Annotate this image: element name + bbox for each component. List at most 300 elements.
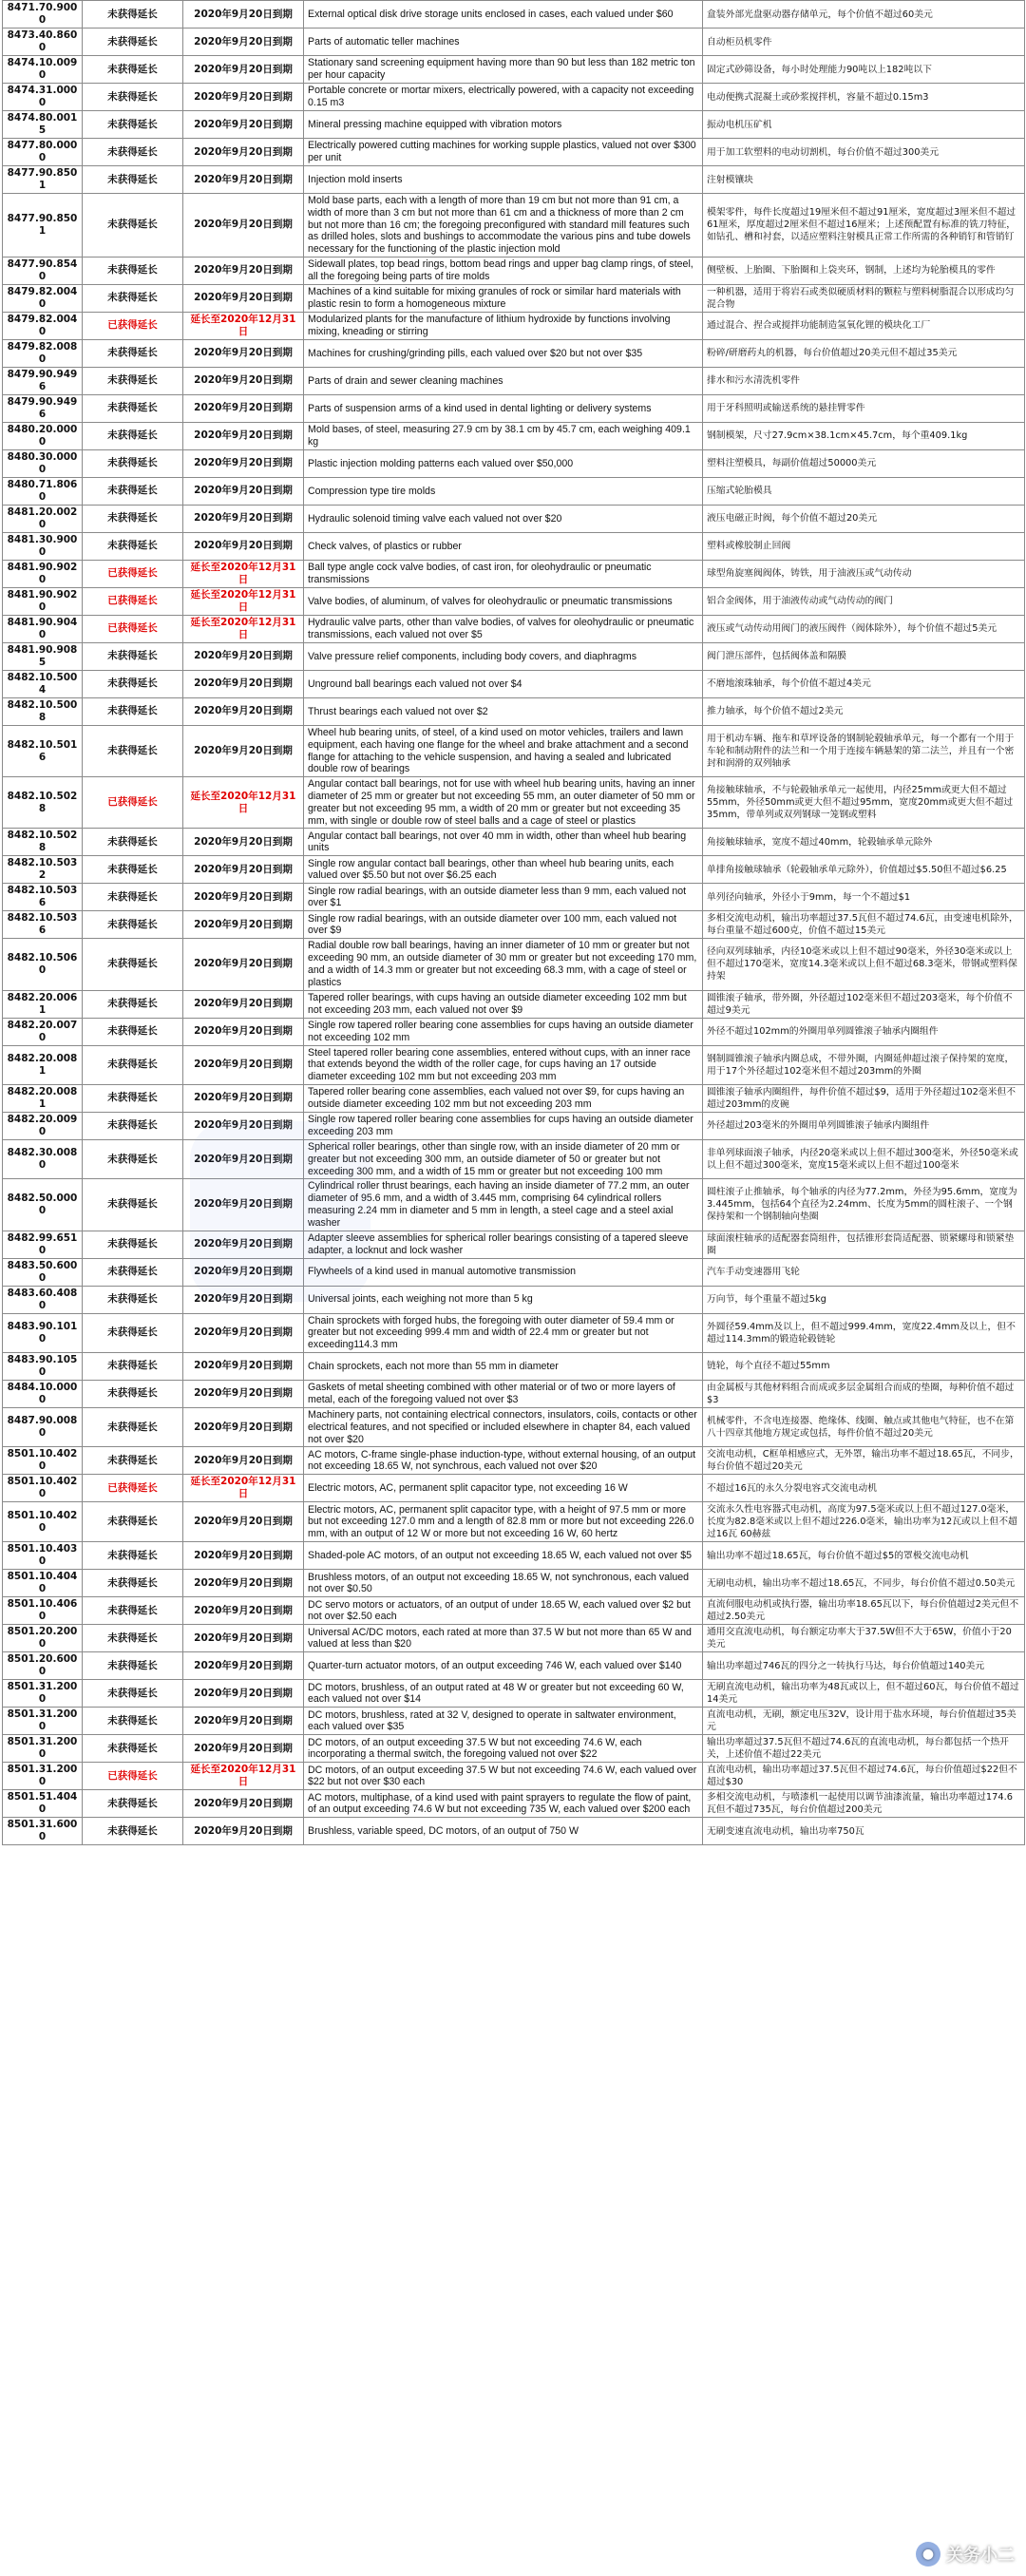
chinese-description-cell: 外径超过203毫米的外圈用单列圆锥滚子轴承内圈组件 [703,1112,1025,1139]
chinese-description-cell: 塑料注塑模具，每副价值超过50000美元 [703,449,1025,477]
english-description-cell: Parts of automatic teller machines [304,29,703,56]
extension-status-cell: 未获得延长 [83,1380,183,1407]
expiry-date-cell: 2020年9月20日到期 [183,284,304,312]
extension-status-cell: 未获得延长 [83,532,183,560]
table-row [3,449,1025,477]
extension-status-cell: 未获得延长 [83,394,183,422]
extension-status-cell: 已获得延长 [83,560,183,587]
chinese-description-cell: 一种机器，适用于将岩石或类似硬质材料的颗粒与塑料树脂混合以形成均匀混合物 [703,284,1025,312]
chinese-description-cell: 万向节，每个重量不超过5kg [703,1286,1025,1313]
hts-code-cell: 8482.10.5060 [3,939,83,990]
table-row [3,1625,1025,1652]
hts-code-cell: 8501.10.4020 [3,1475,83,1502]
chinese-description-cell: 圆柱滚子止推轴承，每个轴承的内径为77.2mm，外径为95.6mm，宽度为3.445mm，包括64个直径为2.24mm、长度为5mm的圆柱滚子、一个钢保持架和一个钢制轴向垫圈 [703,1179,1025,1231]
exclusion-table [2,0,1025,1845]
chinese-description-cell: 模架零件，每件长度超过19厘米但不超过91厘米，宽度超过3厘米但不超过61厘米，厚度超过2厘米但不超过16厘米；上述预配置有标准的铣刀特征，如钻孔、槽和衬套，以适应塑料注射模具正常工作所需的各种销钉和管销钉 [703,194,1025,258]
expiry-date-cell: 2020年9月20日到期 [183,1680,304,1708]
english-description-cell: Valve pressure relief components, including body covers, and diaphragms [304,642,703,670]
hts-code-cell: 8477.80.0000 [3,139,83,166]
chinese-description-cell: 单排角接触球轴承（轮毂轴承单元除外），价值超过$5.50但不超过$6.25 [703,856,1025,884]
extension-status-cell: 未获得延长 [83,990,183,1018]
hts-code-cell: 8501.20.2000 [3,1625,83,1652]
expiry-date-cell: 2020年9月20日到期 [183,1179,304,1231]
chinese-description-cell: 交流永久性电容器式电动机，高度为97.5毫米或以上但不超过127.0毫米，长度为82.8毫米或以上但不超过226.0毫米，输出功率为12瓦或以上但不超过16瓦 60赫兹 [703,1502,1025,1542]
expiry-date-cell: 2020年9月20日到期 [183,1652,304,1680]
extension-status-cell: 未获得延长 [83,139,183,166]
table-row [3,312,1025,339]
expiry-date-cell: 2020年9月20日到期 [183,725,304,776]
chinese-description-cell: 粉碎/研磨药丸的机器，每台价值超过20美元但不超过35美元 [703,339,1025,367]
english-description-cell: Adapter sleeve assemblies for spherical roller bearings consisting of a tapered sleeve adapter, a locknut and lock washer [304,1231,703,1258]
extension-status-cell: 未获得延长 [83,1447,183,1475]
expiry-date-cell: 2020年9月20日到期 [183,1407,304,1446]
extension-status-cell: 已获得延长 [83,615,183,642]
extension-status-cell: 未获得延长 [83,1790,183,1818]
extension-status-cell: 已获得延长 [83,777,183,829]
chinese-description-cell: 注射模镶块 [703,166,1025,194]
hts-code-cell: 8483.50.6000 [3,1258,83,1286]
chinese-description-cell: 直流电动机，无刷，额定电压32V，设计用于盐水环境，每台价值超过35美元 [703,1708,1025,1735]
expiry-date-cell: 2020年9月20日到期 [183,1735,304,1763]
extension-status-cell: 未获得延长 [83,1139,183,1178]
expiry-date-cell: 延长至2020年12月31日 [183,777,304,829]
expiry-date-cell: 2020年9月20日到期 [183,339,304,367]
english-description-cell: Electrically powered cutting machines for working supple plastics, valued not over $300 per unit [304,139,703,166]
english-description-cell: Angular contact ball bearings, not for use with wheel hub bearing units, having an inner diameter of 25 mm or greater but not exceeding 55 mm, an outer diameter of 50 mm or greater but not exceeding 95 mm, a width of 20 mm or greater but not exceeding 35 mm, with single or double row of steel balls and a cage of steel or plastics [304,777,703,829]
chinese-description-cell: 外径不超过102mm的外圈用单列圆锥滚子轴承内圈组件 [703,1018,1025,1045]
expiry-date-cell: 2020年9月20日到期 [183,642,304,670]
chinese-description-cell: 无刷直流电动机，输出功率为48瓦或以上，但不超过60瓦，每台价值不超过14美元 [703,1680,1025,1708]
english-description-cell: Machines of a kind suitable for mixing granules of rock or similar hard materials with plastic resin to form a homogeneous mixture [304,284,703,312]
table-row [3,1680,1025,1708]
english-description-cell: Thrust bearings each valued not over $2 [304,697,703,725]
extension-status-cell: 未获得延长 [83,1680,183,1708]
expiry-date-cell: 2020年9月20日到期 [183,990,304,1018]
chinese-description-cell: 外圆径59.4mm及以上，但不超过999.4mm，宽度22.4mm及以上，但不超过114.3mm的锻造轮毂链轮 [703,1313,1025,1352]
extension-status-cell: 未获得延长 [83,642,183,670]
table-row [3,29,1025,56]
english-description-cell: Plastic injection molding patterns each valued over $50,000 [304,449,703,477]
english-description-cell: Machinery parts, not containing electrical connectors, insulators, coils, contacts or other electrical features, and not specified or included elsewhere in chapter 84, each valued not over $20 [304,1407,703,1446]
watermark [916,2542,1015,2566]
english-description-cell: Parts of suspension arms of a kind used in dental lighting or delivery systems [304,394,703,422]
hts-code-cell: 8483.90.1050 [3,1352,83,1380]
hts-code-cell: 8482.10.5008 [3,697,83,725]
hts-code-cell: 8482.20.0061 [3,990,83,1018]
english-description-cell: Unground ball bearings each valued not over $4 [304,670,703,697]
extension-status-cell: 未获得延长 [83,1045,183,1084]
hts-code-cell: 8481.90.9020 [3,587,83,615]
table-row [3,1447,1025,1475]
chinese-description-cell: 钢制圆锥滚子轴承内圈总成，不带外圈，内圈延伸超过滚子保持架的宽度，用于17个外径超过102毫米但不超过203mm的外圈 [703,1045,1025,1084]
hts-code-cell: 8482.10.5016 [3,725,83,776]
extension-status-cell: 未获得延长 [83,339,183,367]
english-description-cell: Valve bodies, of aluminum, of valves for oleohydraulic or pneumatic transmissions [304,587,703,615]
table-row [3,1407,1025,1446]
chinese-description-cell: 电动便携式混凝土或砂浆搅拌机，容量不超过0.15m3 [703,84,1025,111]
table-row [3,1313,1025,1352]
hts-code-cell: 8482.20.0081 [3,1084,83,1112]
extension-status-cell: 未获得延长 [83,1,183,29]
expiry-date-cell: 2020年9月20日到期 [183,1597,304,1625]
english-description-cell: Single row tapered roller bearing cone assemblies for cups having an outside diameter exceeding 203 mm [304,1112,703,1139]
hts-code-cell: 8482.10.5032 [3,856,83,884]
chinese-description-cell: 无刷电动机，输出功率不超过18.65瓦，不同步，每台价值不超过0.50美元 [703,1570,1025,1597]
chinese-description-cell: 自动柜员机零件 [703,29,1025,56]
table-row [3,560,1025,587]
table-row [3,1380,1025,1407]
chinese-description-cell: 塑料或橡胶制止回阀 [703,532,1025,560]
english-description-cell: Ball type angle cock valve bodies, of cast iron, for oleohydraulic or pneumatic transmissions [304,560,703,587]
chinese-description-cell: 非单列球面滚子轴承，内径20毫米或以上但不超过300毫米，外径50毫米或以上但不超过300毫米，宽度15毫米或以上但不超过100毫米 [703,1139,1025,1178]
expiry-date-cell: 2020年9月20日到期 [183,1570,304,1597]
chinese-description-cell: 振动电机压矿机 [703,111,1025,139]
table-row [3,911,1025,939]
english-description-cell: Flywheels of a kind used in manual automotive transmission [304,1258,703,1286]
expiry-date-cell: 延长至2020年12月31日 [183,1763,304,1790]
english-description-cell: Single row tapered roller bearing cone assemblies for cups having an outside diameter not exceeding 102 mm [304,1018,703,1045]
table-row [3,1790,1025,1818]
table-row [3,1258,1025,1286]
table-row [3,1542,1025,1570]
expiry-date-cell: 2020年9月20日到期 [183,477,304,505]
table-row [3,477,1025,505]
chinese-description-cell: 角接触球轴承，宽度不超过40mm，轮毂轴承单元除外 [703,829,1025,856]
expiry-date-cell: 2020年9月20日到期 [183,911,304,939]
extension-status-cell: 未获得延长 [83,856,183,884]
hts-code-cell: 8482.10.5028 [3,777,83,829]
english-description-cell: Gaskets of metal sheeting combined with other material or of two or more layers of metal, each of the foregoing valued not over $3 [304,1380,703,1407]
english-description-cell: Tapered roller bearing cone assemblies, each valued not over $9, for cups having an outside diameter exceeding 102 mm but not exceeding 203 mm [304,1084,703,1112]
extension-status-cell: 未获得延长 [83,111,183,139]
english-description-cell: Universal AC/DC motors, each rated at more than 37.5 W but not more than 65 W and valued at less than $20 [304,1625,703,1652]
chinese-description-cell: 用于机动车辆、拖车和草坪设备的钢制轮毂轴承单元，每一个都有一个用于车轮和制动附件的法兰和一个用于连接车辆悬架的第二法兰，并且有一个密封和润滑的双列轴承 [703,725,1025,776]
expiry-date-cell: 2020年9月20日到期 [183,1790,304,1818]
chinese-description-cell: 不超过16瓦的永久分裂电容式交流电动机 [703,1475,1025,1502]
expiry-date-cell: 2020年9月20日到期 [183,829,304,856]
extension-status-cell: 未获得延长 [83,284,183,312]
hts-code-cell: 8481.20.0020 [3,505,83,532]
hts-code-cell: 8481.30.9000 [3,532,83,560]
chinese-description-cell: 链轮，每个直径不超过55mm [703,1352,1025,1380]
hts-code-cell: 8501.51.4040 [3,1790,83,1818]
table-row [3,670,1025,697]
chinese-description-cell: 直流伺服电动机或执行器，输出功率18.65瓦以下，每台价值超过2美元但不超过2.50美元 [703,1597,1025,1625]
table-row [3,257,1025,284]
extension-status-cell: 未获得延长 [83,1313,183,1352]
extension-status-cell: 未获得延长 [83,1112,183,1139]
chinese-description-cell: 球面滚柱轴承的适配器套筒组件，包括锥形套筒适配器、锁紧螺母和锁紧垫圈 [703,1231,1025,1258]
hts-code-cell: 8501.31.2000 [3,1735,83,1763]
expiry-date-cell: 2020年9月20日到期 [183,1084,304,1112]
table-row [3,56,1025,84]
chinese-description-cell: 由金属板与其他材料组合而成或多层金属组合而成的垫圈，每种价值不超过$3 [703,1380,1025,1407]
english-description-cell: Parts of drain and sewer cleaning machines [304,367,703,394]
expiry-date-cell: 2020年9月20日到期 [183,1542,304,1570]
hts-code-cell: 8481.90.9085 [3,642,83,670]
chinese-description-cell: 盒装外部光盘驱动器存储单元，每个价值不超过60美元 [703,1,1025,29]
extension-status-cell: 未获得延长 [83,1652,183,1680]
table-row [3,367,1025,394]
hts-code-cell: 8479.90.9496 [3,394,83,422]
chinese-description-cell: 推力轴承，每个价值不超过2美元 [703,697,1025,725]
extension-status-cell: 未获得延长 [83,29,183,56]
table-row [3,1179,1025,1231]
extension-status-cell: 未获得延长 [83,56,183,84]
expiry-date-cell: 2020年9月20日到期 [183,670,304,697]
chinese-description-cell: 多相交流电动机，输出功率超过37.5瓦但不超过74.6瓦，由变速电机除外，每台重量不超过600克，价值不超过15美元 [703,911,1025,939]
chinese-description-cell: 通过混合、捏合或搅拌功能制造氢氧化锂的模块化工厂 [703,312,1025,339]
english-description-cell: Brushless motors, of an output not exceeding 18.65 W, not synchronous, each valued not over $0.50 [304,1570,703,1597]
english-description-cell: Spherical roller bearings, other than single row, with an inside diameter of 20 mm or greater but not exceeding 300 mm, an outside diameter of 50 or greater but not exceeding 300 mm, and a width of 15 mm or greater but not exceeding 100 mm [304,1139,703,1178]
english-description-cell: Quarter-turn actuator motors, of an output exceeding 746 W, each valued over $140 [304,1652,703,1680]
table-row [3,642,1025,670]
hts-code-cell: 8477.90.8540 [3,257,83,284]
table-row [3,394,1025,422]
extension-status-cell: 未获得延长 [83,84,183,111]
extension-status-cell: 未获得延长 [83,1084,183,1112]
english-description-cell: Tapered roller bearings, with cups having an outside diameter exceeding 102 mm but not exceeding 203 mm, each valued not over $9 [304,990,703,1018]
chinese-description-cell: 无刷变速直流电动机，输出功率750瓦 [703,1818,1025,1845]
extension-status-cell: 未获得延长 [83,884,183,911]
hts-code-cell: 8474.10.0090 [3,56,83,84]
english-description-cell: Steel tapered roller bearing cone assemblies, entered without cups, with an inner race that extends beyond the width of the roller cage, for cups having an 17 outside diameter exceeding 102 mm but not exceeding 203 mm [304,1045,703,1084]
extension-status-cell: 未获得延长 [83,1258,183,1286]
expiry-date-cell: 2020年9月20日到期 [183,111,304,139]
chinese-description-cell: 圆锥滚子轴承内圈组件，每件价值不超过$9，适用于外径超过102毫米但不超过203mm的皮碗 [703,1084,1025,1112]
table-row [3,111,1025,139]
hts-code-cell: 8480.30.0000 [3,449,83,477]
hts-code-cell: 8501.31.2000 [3,1708,83,1735]
expiry-date-cell: 2020年9月20日到期 [183,422,304,449]
english-description-cell: Radial double row ball bearings, having an inner diameter of 10 mm or greater but not exceeding 90 mm, an outside diameter of 30 mm or greater but not exceeding 170 mm, and a width of 14.3 mm or greater but not exceeding 68.3 mm, with a cage of steel or plastics [304,939,703,990]
english-description-cell: Stationary sand screening equipment having more than 90 but less than 182 metric ton per hour capacity [304,56,703,84]
chinese-description-cell: 多相交流电动机，与喷漆机一起使用以调节油漆流量，输出功率超过174.6瓦但不超过735瓦，每台价值超过200美元 [703,1790,1025,1818]
english-description-cell: Injection mold inserts [304,166,703,194]
table-row [3,505,1025,532]
hts-code-cell: 8501.31.2000 [3,1763,83,1790]
chinese-description-cell: 角接触球轴承，不与轮毂轴承单元一起使用，内径25mm或更大但不超过55mm，外径50mm或更大但不超过95mm，宽度20mm或更大但不超过35mm，带单列或双列钢球一笼钢或塑料 [703,777,1025,829]
chinese-description-cell: 输出功率超过746瓦的四分之一转执行马达，每台价值超过140美元 [703,1652,1025,1680]
table-row [3,1763,1025,1790]
hts-code-cell: 8482.10.5036 [3,884,83,911]
extension-status-cell: 未获得延长 [83,670,183,697]
chinese-description-cell: 液压电磁正时阀，每个价值不超过20美元 [703,505,1025,532]
extension-status-cell: 未获得延长 [83,1018,183,1045]
english-description-cell: Mineral pressing machine equipped with vibration motors [304,111,703,139]
hts-code-cell: 8477.90.8501 [3,194,83,258]
chinese-description-cell: 钢制模架，尺寸27.9cm×38.1cm×45.7cm，每个重409.1kg [703,422,1025,449]
table-row [3,1139,1025,1178]
hts-code-cell: 8479.82.0080 [3,339,83,367]
table-row [3,1231,1025,1258]
hts-code-cell: 8473.40.8600 [3,29,83,56]
expiry-date-cell: 2020年9月20日到期 [183,1258,304,1286]
table-row [3,194,1025,258]
hts-code-cell: 8477.90.8501 [3,166,83,194]
expiry-date-cell: 2020年9月20日到期 [183,139,304,166]
chinese-description-cell: 固定式砂筛设备，每小时处理能力90吨以上182吨以下 [703,56,1025,84]
table-row [3,587,1025,615]
hts-code-cell: 8482.20.0070 [3,1018,83,1045]
table-row [3,1818,1025,1845]
english-description-cell: Universal joints, each weighing not more than 5 kg [304,1286,703,1313]
expiry-date-cell: 2020年9月20日到期 [183,856,304,884]
hts-code-cell: 8482.20.0081 [3,1045,83,1084]
table-row [3,1735,1025,1763]
expiry-date-cell: 2020年9月20日到期 [183,194,304,258]
expiry-date-cell: 2020年9月20日到期 [183,1018,304,1045]
hts-code-cell: 8474.31.0000 [3,84,83,111]
table-row [3,615,1025,642]
english-description-cell: Single row radial bearings, with an outside diameter over 100 mm, each valued not over $9 [304,911,703,939]
extension-status-cell: 未获得延长 [83,477,183,505]
hts-code-cell: 8482.99.6510 [3,1231,83,1258]
table-row [3,829,1025,856]
english-description-cell: Machines for crushing/grinding pills, each valued over $20 but not over $35 [304,339,703,367]
expiry-date-cell: 2020年9月20日到期 [183,29,304,56]
chat-bubble-icon: ● [916,2542,940,2566]
chinese-description-cell: 通用交直流电动机，每台额定功率大于37.5W但不大于65W，价值小于20美元 [703,1625,1025,1652]
english-description-cell: Sidewall plates, top bead rings, bottom bead rings and upper bag clamp rings, of steel, all the foregoing being parts of tire molds [304,257,703,284]
hts-code-cell: 8501.31.2000 [3,1680,83,1708]
hts-code-cell: 8482.10.5036 [3,911,83,939]
chinese-description-cell: 排水和污水清洗机零件 [703,367,1025,394]
chinese-description-cell: 输出功率超过37.5瓦但不超过74.6瓦的直流电动机，每台都包括一个热开关，上述价值不超过22美元 [703,1735,1025,1763]
english-description-cell: Chain sprockets, each not more than 55 mm in diameter [304,1352,703,1380]
table-row [3,1652,1025,1680]
english-description-cell: Hydraulic valve parts, other than valve bodies, of valves for oleohydraulic or pneumatic transmissions, each valued not over $5 [304,615,703,642]
table-row [3,1708,1025,1735]
english-description-cell: Electric motors, AC, permanent split capacitor type, with a height of 97.5 mm or more but not exceeding 127.0 mm and a length of 82.8 mm or more but not exceeding 226.0 mm, with an output of 12 W or more but not exceeding 16 W, 60 hertz [304,1502,703,1542]
expiry-date-cell: 2020年9月20日到期 [183,505,304,532]
table-row [3,166,1025,194]
expiry-date-cell: 2020年9月20日到期 [183,1352,304,1380]
expiry-date-cell: 2020年9月20日到期 [183,257,304,284]
extension-status-cell: 未获得延长 [83,725,183,776]
hts-code-cell: 8474.80.0015 [3,111,83,139]
extension-status-cell: 未获得延长 [83,1625,183,1652]
table-row [3,139,1025,166]
english-description-cell: Brushless, variable speed, DC motors, of an output of 750 W [304,1818,703,1845]
expiry-date-cell: 延长至2020年12月31日 [183,587,304,615]
expiry-date-cell: 延长至2020年12月31日 [183,1475,304,1502]
chinese-description-cell: 径向双列球轴承，内径10毫米或以上但不超过90毫米，外径30毫米或以上但不超过170毫米，宽度14.3毫米或以上但不超过68.3毫米，带钢或塑料保持架 [703,939,1025,990]
table-row [3,856,1025,884]
extension-status-cell: 未获得延长 [83,1286,183,1313]
english-description-cell: Chain sprockets with forged hubs, the foregoing with outer diameter of 59.4 mm or greater but not exceeding 999.4 mm and width of 22.4 mm or greater but not exceeding114.3 mm [304,1313,703,1352]
extension-status-cell: 已获得延长 [83,1763,183,1790]
table-row [3,1352,1025,1380]
expiry-date-cell: 2020年9月20日到期 [183,1625,304,1652]
english-description-cell: Shaded-pole AC motors, of an output not exceeding 18.65 W, each valued not over $5 [304,1542,703,1570]
table-row [3,884,1025,911]
expiry-date-cell: 2020年9月20日到期 [183,449,304,477]
chinese-description-cell: 阀门泄压部件，包括阀体盖和隔膜 [703,642,1025,670]
english-description-cell: DC servo motors or actuators, of an output of under 18.65 W, each valued over $2 but not over $2.50 each [304,1597,703,1625]
expiry-date-cell: 2020年9月20日到期 [183,1818,304,1845]
english-description-cell: Electric motors, AC, permanent split capacitor type, not exceeding 16 W [304,1475,703,1502]
expiry-date-cell: 2020年9月20日到期 [183,367,304,394]
hts-code-cell: 8483.60.4080 [3,1286,83,1313]
chinese-description-cell: 侧壁板、上胎圈、下胎圈和上袋夹环，钢制，上述均为轮胎模具的零件 [703,257,1025,284]
extension-status-cell: 未获得延长 [83,911,183,939]
english-description-cell: Check valves, of plastics or rubber [304,532,703,560]
chinese-description-cell: 直流电动机，输出功率超过37.5瓦但不超过74.6瓦，每台价值超过$22但不超过$30 [703,1763,1025,1790]
table-row [3,422,1025,449]
table-row [3,1475,1025,1502]
hts-code-cell: 8501.10.4020 [3,1447,83,1475]
english-description-cell: Modularized plants for the manufacture of lithium hydroxide by functions involving mixing, kneading or stirring [304,312,703,339]
hts-code-cell: 8501.10.4040 [3,1570,83,1597]
table-row [3,339,1025,367]
extension-status-cell: 已获得延长 [83,312,183,339]
chinese-description-cell: 圆锥滚子轴承，带外圈，外径超过102毫米但不超过203毫米，每个价值不超过9美元 [703,990,1025,1018]
chinese-description-cell: 单列径向轴承，外径小于9mm，每一个不超过$1 [703,884,1025,911]
extension-status-cell: 未获得延长 [83,166,183,194]
extension-status-cell: 未获得延长 [83,1179,183,1231]
hts-code-cell: 8484.10.0000 [3,1380,83,1407]
table-row [3,1084,1025,1112]
hts-code-cell: 8501.10.4060 [3,1597,83,1625]
expiry-date-cell: 2020年9月20日到期 [183,1,304,29]
hts-code-cell: 8481.90.9020 [3,560,83,587]
table-row [3,284,1025,312]
extension-status-cell: 未获得延长 [83,1352,183,1380]
english-description-cell: Mold bases, of steel, measuring 27.9 cm by 38.1 cm by 45.7 cm, each weighing 409.1 kg [304,422,703,449]
chinese-description-cell: 液压或气动传动用阀门的液压阀件（阀体除外），每个价值不超过5美元 [703,615,1025,642]
extension-status-cell: 未获得延长 [83,1231,183,1258]
english-description-cell: External optical disk drive storage units enclosed in cases, each valued under $60 [304,1,703,29]
hts-code-cell: 8482.50.0000 [3,1179,83,1231]
english-description-cell: AC motors, C-frame single-phase induction-type, without external housing, of an output not exceeding 18.65 W, not synchrous, each valued not over $20 [304,1447,703,1475]
extension-status-cell: 未获得延长 [83,1407,183,1446]
expiry-date-cell: 延长至2020年12月31日 [183,615,304,642]
english-description-cell: DC motors, brushless, rated at 32 V, designed to operate in saltwater environment, each valued over $35 [304,1708,703,1735]
chinese-description-cell: 机械零件，不含电连接器、绝缘体、线圈、触点或其他电气特征，也不在第八十四章其他地方规定或包括，每件价值不超过20美元 [703,1407,1025,1446]
english-description-cell: Single row angular contact ball bearings, other than wheel hub bearing units, each valued over $5.50 but not over $6.25 each [304,856,703,884]
table-body [3,1,1025,1845]
table-row [3,1018,1025,1045]
english-description-cell: DC motors, of an output exceeding 37.5 W but not exceeding 74.6 W, each incorporating a thermal switch, the foregoing valued not over $22 [304,1735,703,1763]
expiry-date-cell: 2020年9月20日到期 [183,1112,304,1139]
hts-code-cell: 8471.70.9000 [3,1,83,29]
hts-code-cell: 8482.10.5028 [3,829,83,856]
chinese-description-cell: 汽车手动变速器用飞轮 [703,1258,1025,1286]
expiry-date-cell: 2020年9月20日到期 [183,394,304,422]
chinese-description-cell: 球型角旋塞阀阀体，铸铁，用于油液压或气动传动 [703,560,1025,587]
expiry-date-cell: 2020年9月20日到期 [183,1045,304,1084]
hts-code-cell: 8501.10.4030 [3,1542,83,1570]
extension-status-cell: 未获得延长 [83,422,183,449]
expiry-date-cell: 2020年9月20日到期 [183,884,304,911]
table-row [3,725,1025,776]
expiry-date-cell: 2020年9月20日到期 [183,1447,304,1475]
chinese-description-cell: 不磨地滚珠轴承，每个价值不超过4美元 [703,670,1025,697]
expiry-date-cell: 2020年9月20日到期 [183,56,304,84]
hts-code-cell: 8501.20.6000 [3,1652,83,1680]
english-description-cell: Single row radial bearings, with an outside diameter less than 9 mm, each valued not over $1 [304,884,703,911]
english-description-cell: Wheel hub bearing units, of steel, of a kind used on motor vehicles, trailers and lawn equipment, each having one flange for the wheel and brake attachment and a second flange for attaching to the vehicle suspension, and having a sealed and lubricated double row of bearings [304,725,703,776]
expiry-date-cell: 2020年9月20日到期 [183,166,304,194]
hts-code-cell: 8487.90.0080 [3,1407,83,1446]
expiry-date-cell: 2020年9月20日到期 [183,1502,304,1542]
extension-status-cell: 未获得延长 [83,1502,183,1542]
hts-code-cell: 8480.71.8060 [3,477,83,505]
expiry-date-cell: 2020年9月20日到期 [183,697,304,725]
extension-status-cell: 未获得延长 [83,1570,183,1597]
extension-status-cell: 已获得延长 [83,587,183,615]
